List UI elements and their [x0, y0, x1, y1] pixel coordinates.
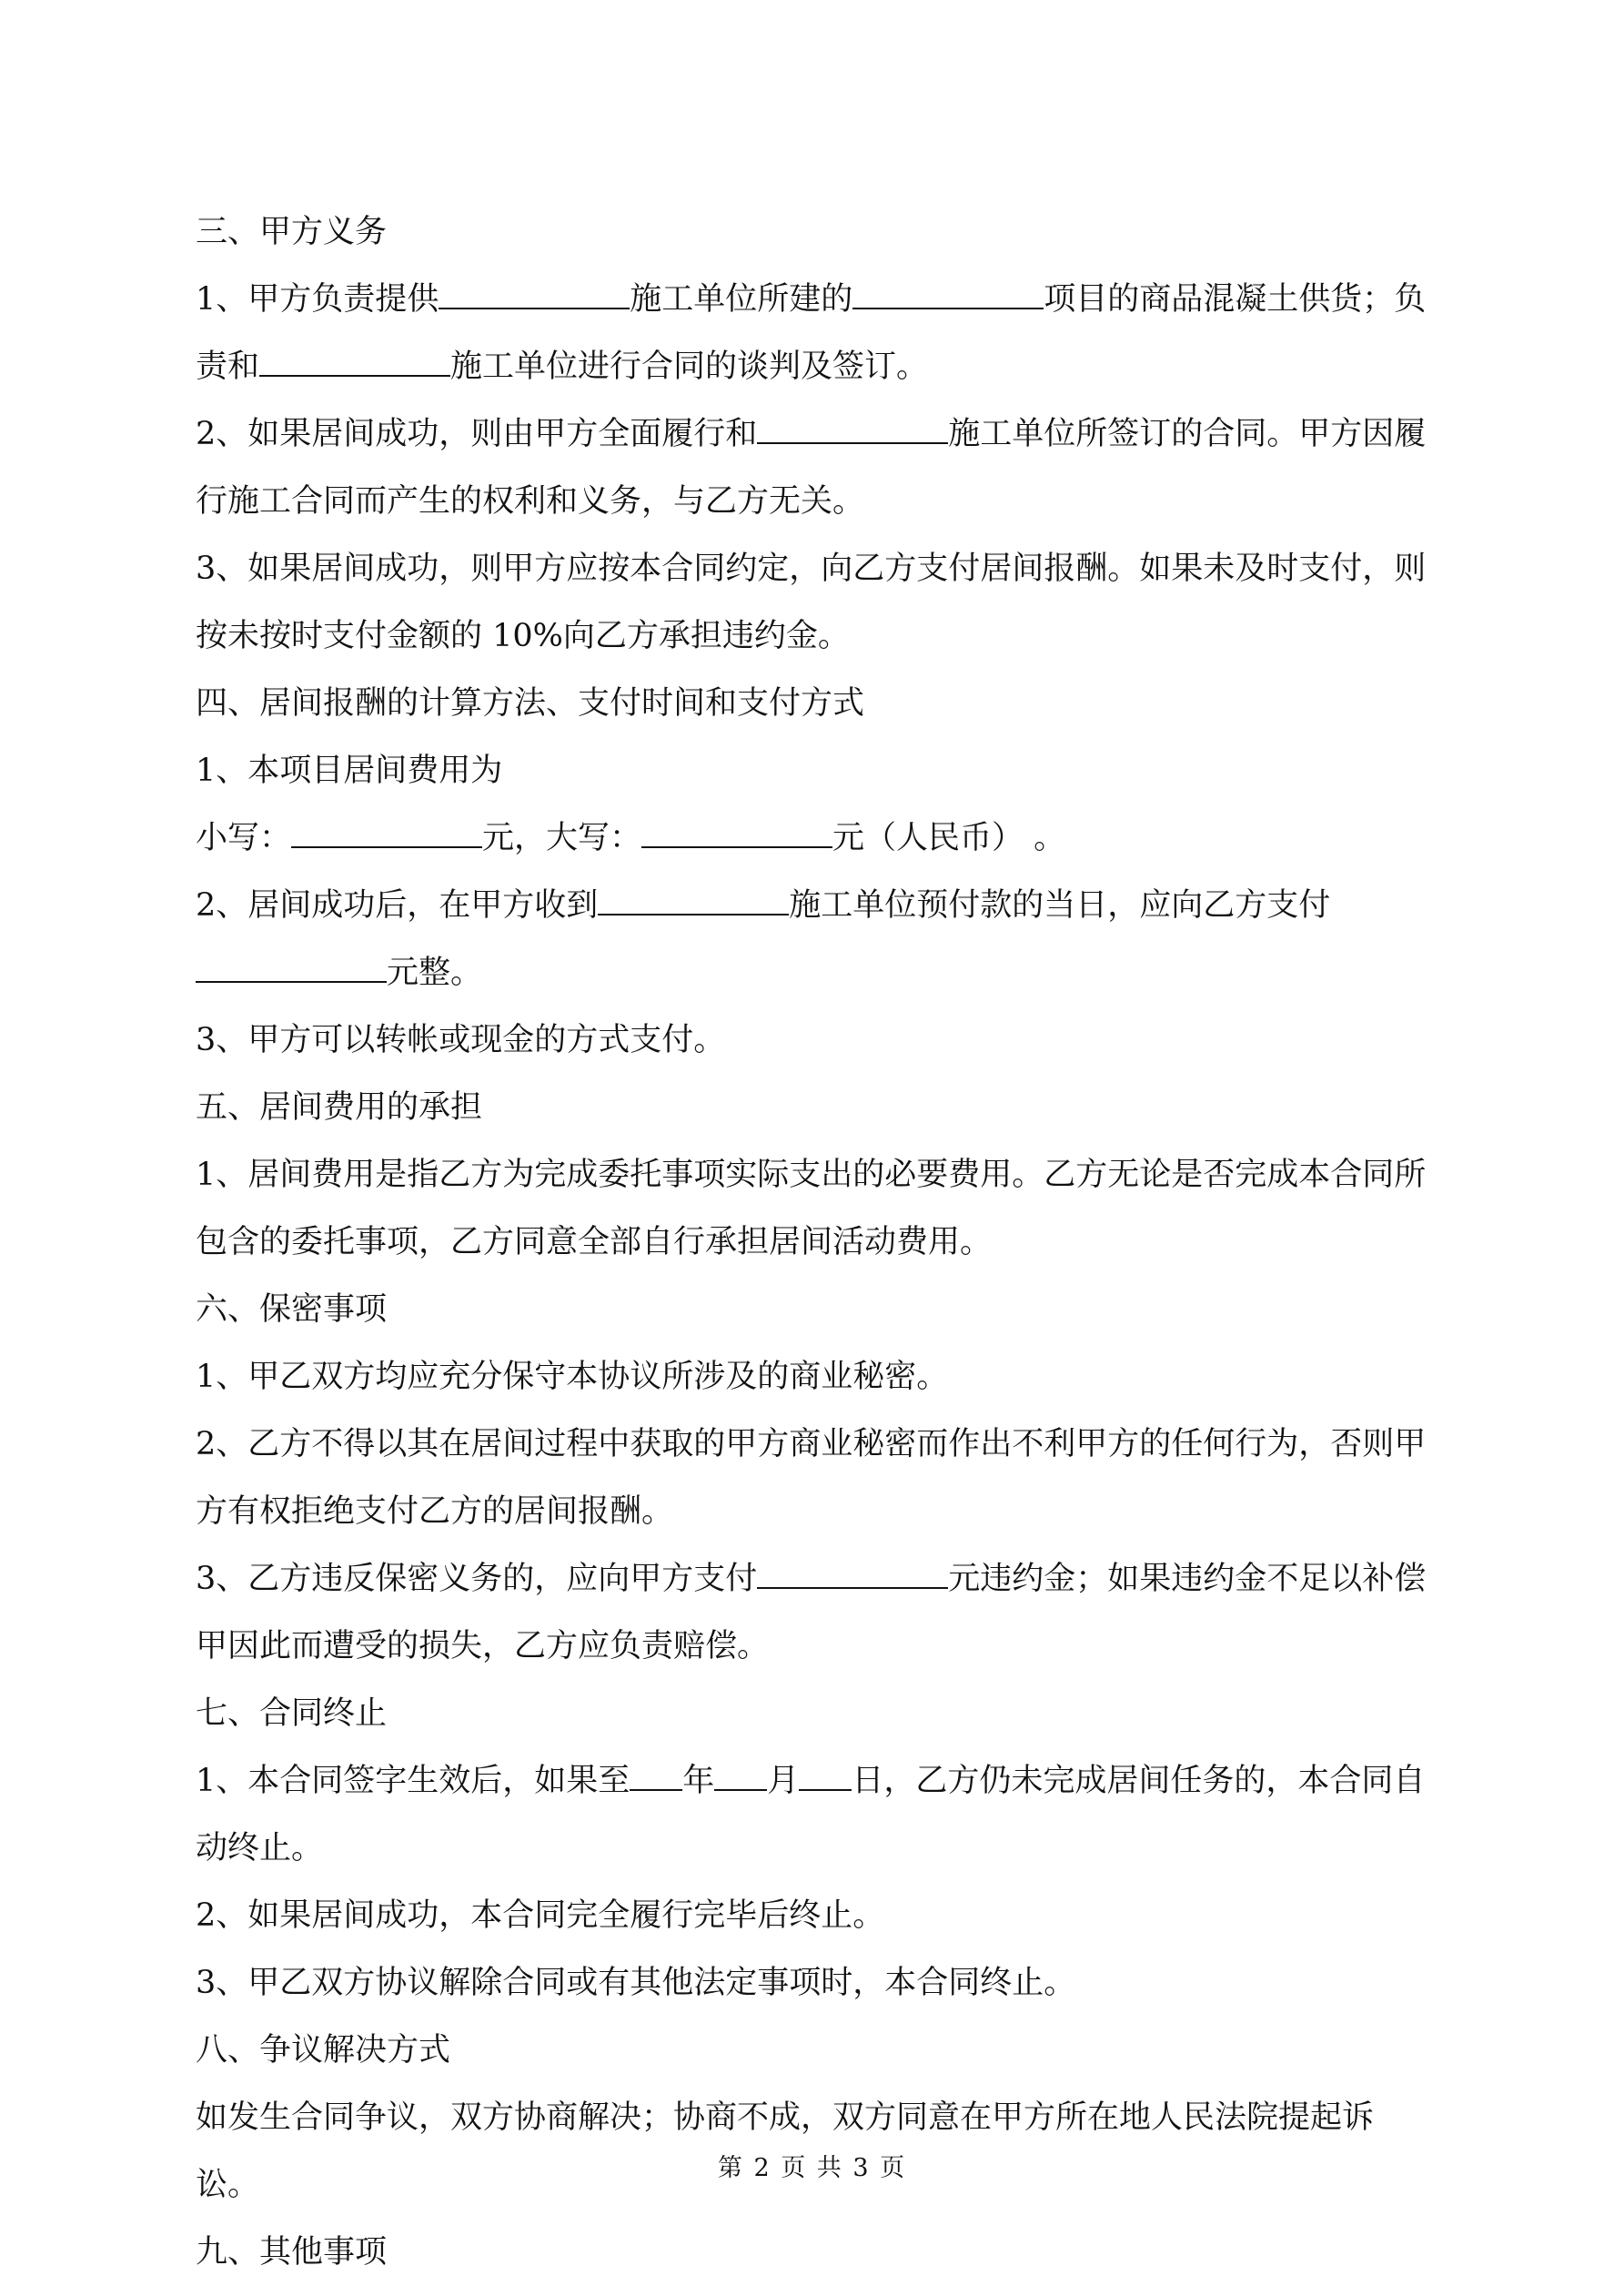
clause-7-1: 1、本合同签字生效后，如果至 年 月 日，乙方仍未完成居间任务的，本合同自动终止。	[196, 1763, 1426, 1866]
section-heading-4: 四、居间报酬的计算方法、支付时间和支付方式	[196, 685, 865, 722]
clause-3-3: 3、如果居间成功，则甲方应按本合同约定，向乙方支付居间报酬。如果未及时支付，则按未按时支付金额的 10%向乙方承担违约金。	[196, 551, 1427, 654]
clause-6-2: 2、乙方不得以其在居间过程中获取的甲方商业秘密而作出不利甲方的任何行为，否则甲方有权拒绝支付乙方的居间报酬。	[196, 1426, 1427, 1530]
clause-4-2: 2、居间成功后，在甲方收到 施工单位预付款的当日，应向乙方支付元整。	[196, 887, 1331, 991]
document-page	[196, 0, 1433, 2286]
section-heading-7: 七、合同终止	[196, 1695, 388, 1732]
clause-7-3: 3、甲乙双方协议解除合同或有其他法定事项时，本合同终止。	[196, 1965, 1076, 2001]
fill-blank	[439, 280, 630, 309]
clause-3-1: 1、甲方负责提供 施工单位所建的 项目的商品混凝土供货；负责和 施工单位进行合同的谈判及签订。	[196, 281, 1427, 385]
clause-4-1: 1、本项目居间费用为	[196, 753, 503, 789]
fill-blank	[799, 1762, 852, 1791]
clause-8-text: 如发生合同争议，双方协商解决；协商不成，双方同意在甲方所在地人民法院提起诉讼。	[196, 2099, 1375, 2203]
clause-5-1: 1、居间费用是指乙方为完成委托事项实际支出的必要费用。乙方无论是否完成本合同所包含的委托事项，乙方同意全部自行承担居间活动费用。	[196, 1157, 1427, 1260]
section-heading-8: 八、争议解决方式	[196, 2032, 451, 2068]
fill-blank	[852, 280, 1044, 309]
fill-blank	[291, 819, 482, 848]
section-heading-9: 九、其他事项	[196, 2234, 388, 2271]
fill-blank	[598, 886, 789, 915]
section-heading-3: 三、甲方义务	[196, 214, 388, 250]
fill-blank	[630, 1762, 682, 1791]
fee-amount-line: 小写： 元，大写： 元（人民币） 。	[196, 820, 1066, 856]
clause-6-1: 1、甲乙双方均应充分保守本协议所涉及的商业秘密。	[196, 1359, 949, 1395]
section-heading-5: 五、居间费用的承担	[196, 1089, 483, 1126]
fill-blank	[641, 819, 832, 848]
fill-blank	[196, 954, 387, 983]
fill-blank	[757, 1560, 948, 1589]
fill-blank	[757, 415, 948, 444]
fill-blank	[714, 1762, 767, 1791]
clause-4-3: 3、甲方可以转帐或现金的方式支付。	[196, 1022, 726, 1058]
clause-3-2: 2、如果居间成功，则由甲方全面履行和 施工单位所签订的合同。甲方因履行施工合同而产生的权利和义务，与乙方无关。	[196, 416, 1427, 520]
clause-7-2: 2、如果居间成功，本合同完全履行完毕后终止。	[196, 1897, 885, 1934]
clause-6-3: 3、乙方违反保密义务的，应向甲方支付 元违约金；如果违约金不足以补偿甲因此而遭受的损失，乙方应负责赔偿。	[196, 1561, 1427, 1664]
page-footer: 第 2 页 共 3 页	[717, 2154, 907, 2182]
section-heading-6: 六、保密事项	[196, 1291, 388, 1328]
fill-blank	[259, 348, 450, 377]
